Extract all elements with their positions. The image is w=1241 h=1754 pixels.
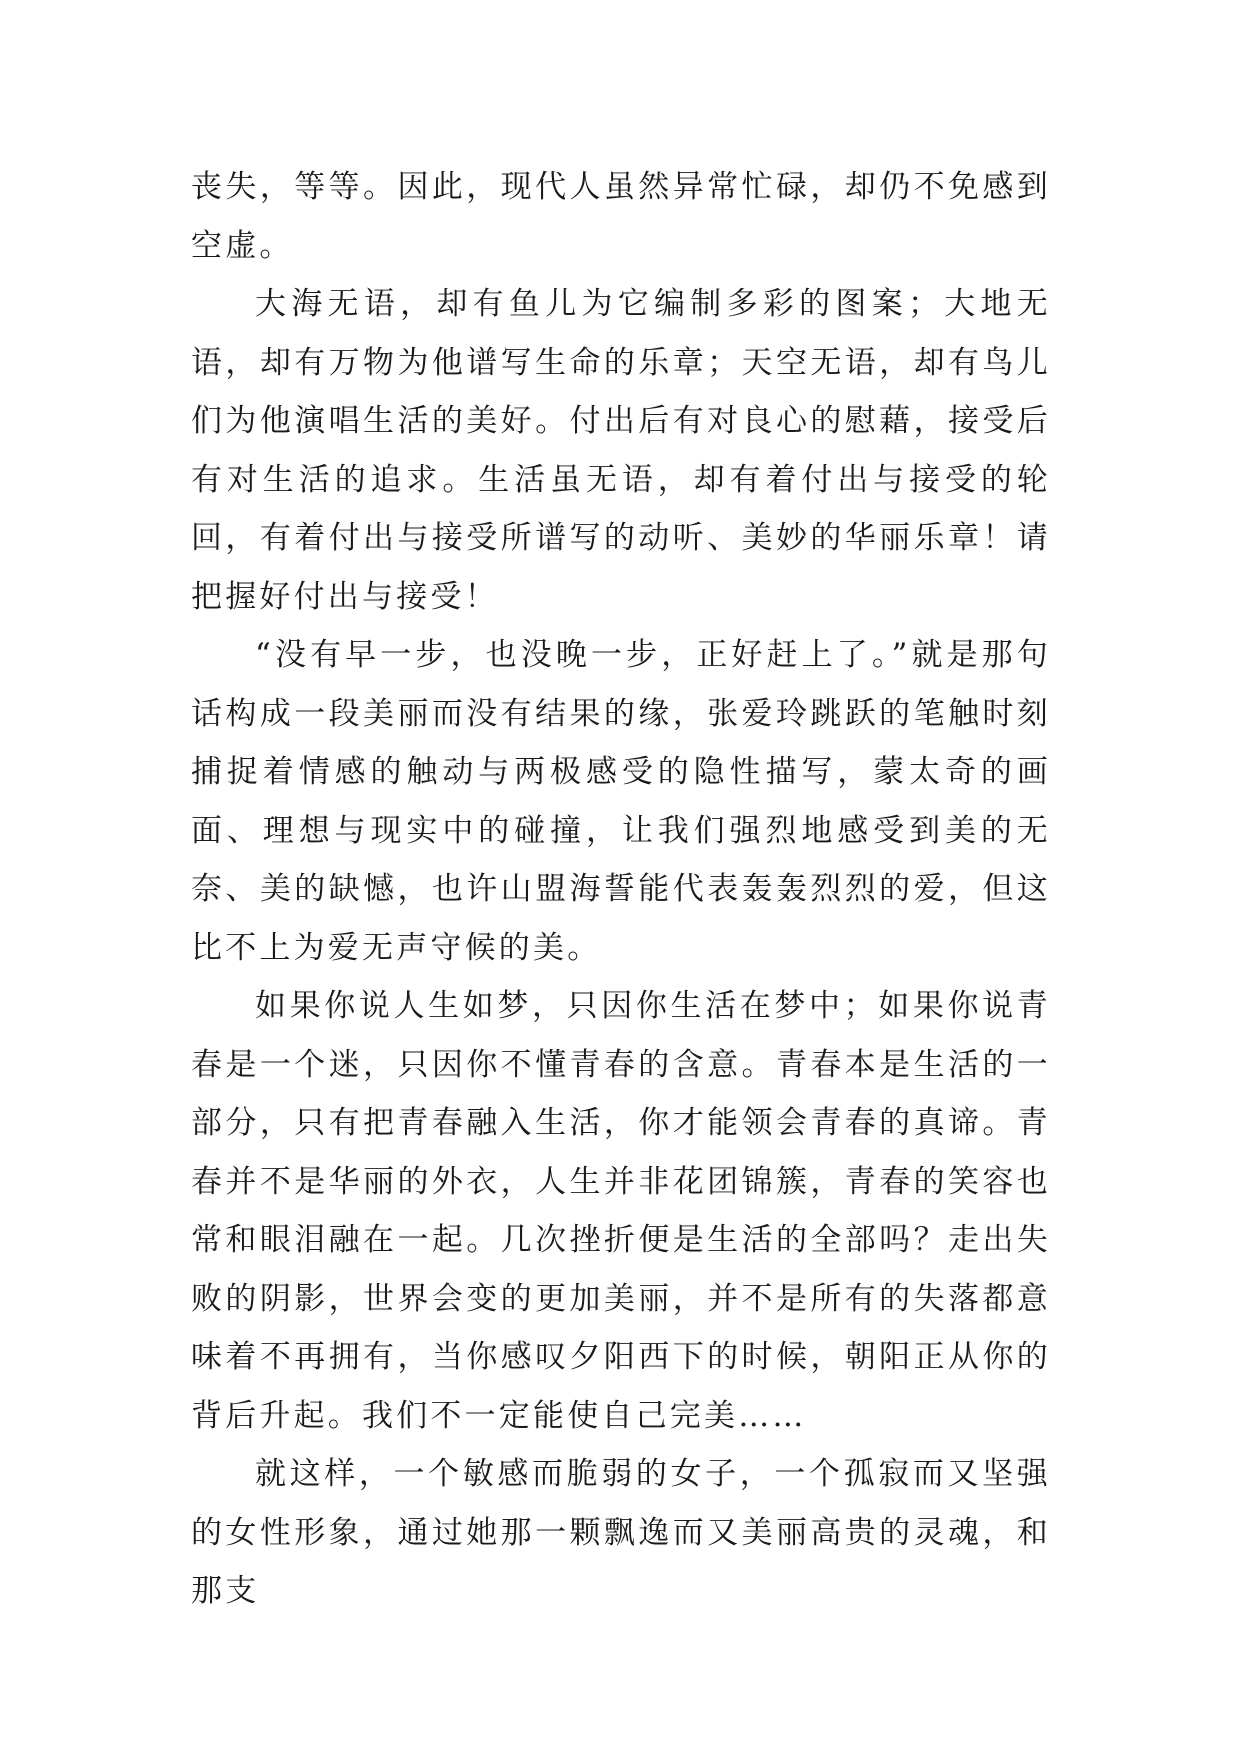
paragraph: 大海无语，却有鱼儿为它编制多彩的图案；大地无语，却有万物为他谱写生命的乐章；天空无语，却有鸟儿们为他演唱生活的美好。付出后有对良心的慰藉，接受后有对生活的追求。生活虽无语，却有着付出与接受的轮回，有着付出与接受所谱写的动听、美妙的华丽乐章！请把握好付出与接受！ [191, 286, 1051, 615]
document-body [191, 158, 1051, 1621]
paragraph: 就这样，一个敏感而脆弱的女子，一个孤寂而又坚强的女性形象，通过她那一颗飘逸而又美丽高贵的灵魂，和那支 [191, 1456, 1051, 1609]
paragraph: “没有早一步，也没晚一步，正好赶上了。”就是那句话构成一段美丽而没有结果的缘，张爱玲跳跃的笔触时刻捕捉着情感的触动与两极感受的隐性描写，蒙太奇的画面、理想与现实中的碰撞，让我们强烈地感受到美的无奈、美的缺憾，也许山盟海誓能代表轰轰烈烈的爱，但这比不上为爱无声守候的美。 [191, 637, 1051, 966]
paragraph: 如果你说人生如梦，只因你生活在梦中；如果你说青春是一个迷，只因你不懂青春的含意。青春本是生活的一部分，只有把青春融入生活，你才能领会青春的真谛。青春并不是华丽的外衣，人生并非花团锦簇，青春的笑容也常和眼泪融在一起。几次挫折便是生活的全部吗？走出失败的阴影，世界会变的更加美丽，并不是所有的失落都意味着不再拥有，当你感叹夕阳西下的时候，朝阳正从你的背后升起。我们不一定能使自己完美…… [191, 988, 1051, 1434]
paragraph-continuation: 丧失，等等。因此，现代人虽然异常忙碌，却仍不免感到空虚。 [191, 169, 1051, 264]
